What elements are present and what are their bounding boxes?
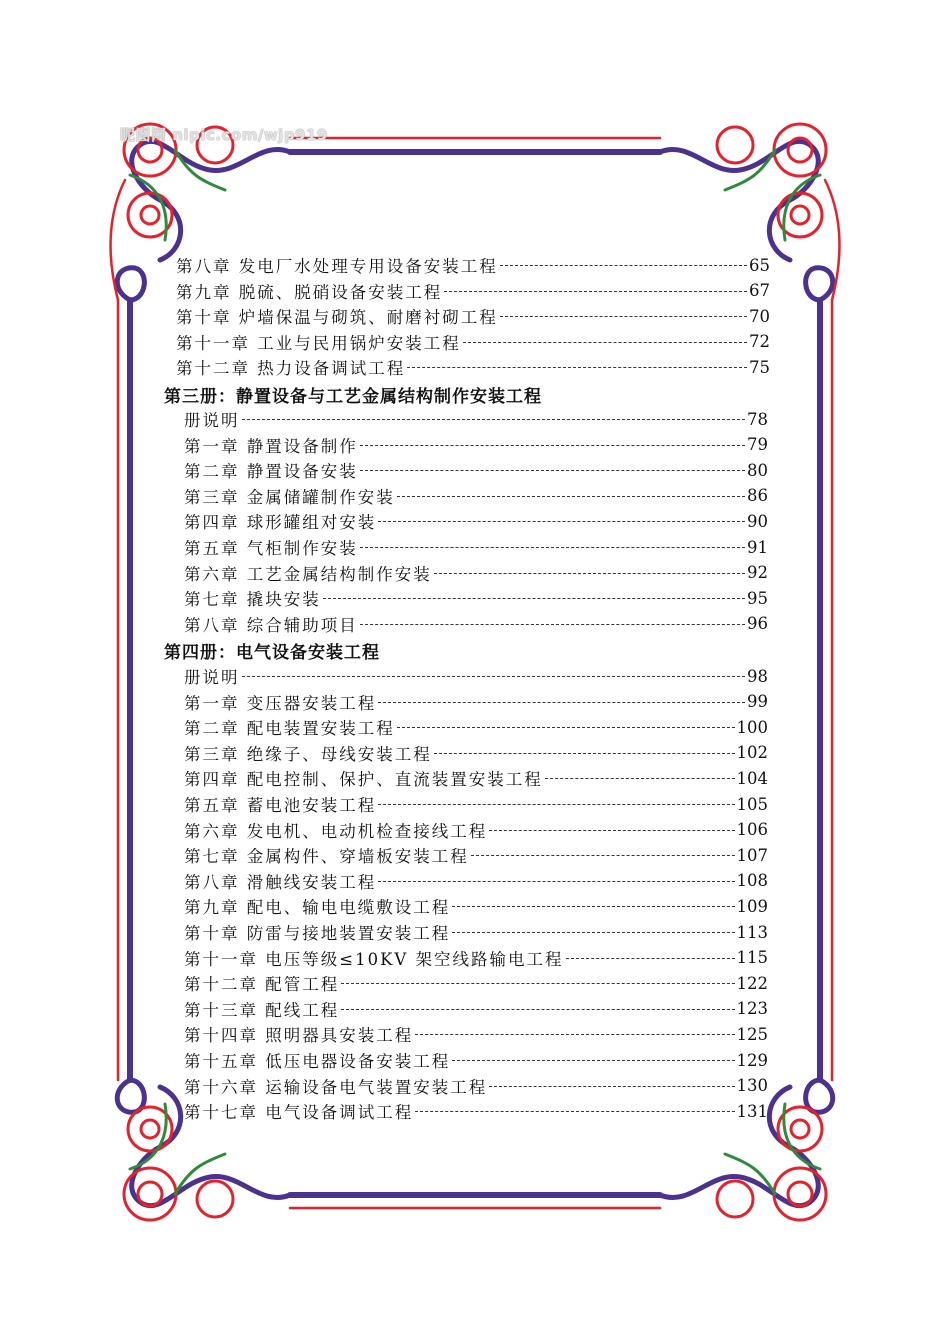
toc-entry-page-number: 130 (736, 1076, 768, 1096)
toc-entry-title: 第六章 发电机、电动机检查接线工程 (184, 821, 488, 841)
dot-leader (545, 778, 735, 780)
toc-entry-page-number: 75 (749, 357, 770, 377)
toc-entry-title: 第十章 炉墙保温与砌筑、耐磨衬砌工程 (176, 308, 498, 328)
toc-entry (184, 585, 768, 611)
toc-entry (184, 432, 768, 458)
toc-entry-page-number: 100 (736, 717, 768, 737)
dot-leader (378, 702, 745, 704)
dot-leader (500, 265, 747, 267)
toc-entry-title: 第六章 工艺金属结构制作安装 (184, 564, 432, 584)
toc-entry (184, 714, 768, 740)
toc-entry-page-number: 107 (736, 845, 768, 865)
toc-entry (184, 996, 768, 1022)
section-heading-volume-4: 第四册：电气设备安装工程 (164, 642, 380, 663)
toc-entry (184, 842, 768, 868)
toc-entry-title: 第十五章 低压电器设备安装工程 (184, 1052, 451, 1071)
toc-entry (184, 1098, 768, 1124)
toc-entry-page-number: 79 (747, 435, 768, 455)
watermark: 昵图网 nipic.com/wjp919 (120, 126, 328, 144)
toc-entry-page-number: 95 (747, 588, 768, 608)
toc-entry-title: 第十二章 配管工程 (184, 975, 340, 995)
dot-leader (407, 367, 747, 369)
toc-entry-title: 第八章 发电厂水处理专用设备安装工程 (176, 257, 498, 276)
toc-entry (184, 483, 768, 509)
toc-entry-page-number: 106 (736, 820, 768, 840)
toc-entry-title: 第十一章 电压等级≤10KV 架空线路输电工程 (184, 949, 564, 969)
section-heading-volume-3: 第三册：静置设备与工艺金属结构制作安装工程 (164, 386, 542, 407)
toc-entry-page-number: 65 (749, 255, 770, 275)
toc-entry-page-number: 109 (736, 896, 768, 916)
dot-leader (566, 958, 735, 960)
toc-entry (184, 1021, 768, 1047)
toc-entry-page-number: 80 (747, 460, 768, 480)
toc-entry-title: 第三章 金属储罐制作安装 (184, 487, 395, 507)
toc-entry-title: 第十章 防雷与接地装置安装工程 (184, 924, 451, 943)
dot-leader (397, 496, 745, 498)
toc-entry (184, 970, 768, 996)
dot-leader (452, 906, 734, 908)
dot-leader (434, 573, 745, 575)
toc-entry-title: 第八章 滑触线安装工程 (184, 872, 377, 892)
toc-entry (184, 791, 768, 817)
dot-leader (434, 753, 735, 755)
toc-entry-page-number: 91 (747, 537, 768, 557)
toc-entry (176, 303, 770, 329)
dot-leader (489, 1086, 734, 1088)
toc-entry-page-number: 104 (736, 768, 768, 788)
toc-entry (184, 868, 768, 894)
toc-entry-title: 第十二章 热力设备调试工程 (176, 359, 406, 379)
toc-entry (184, 611, 768, 637)
toc-entry-page-number: 123 (736, 999, 768, 1019)
dot-leader (360, 470, 745, 472)
toc-entry-title: 第八章 综合辅助项目 (184, 615, 358, 635)
toc-entry-page-number: 67 (749, 281, 770, 301)
toc-entry-page-number: 96 (747, 614, 768, 634)
toc-entry-page-number: 78 (747, 409, 768, 429)
toc-entry-title: 第四章 配电控制、保护、直流装置安装工程 (184, 770, 543, 790)
dot-leader (378, 804, 734, 806)
dot-leader (452, 1060, 734, 1062)
toc-entry-page-number: 72 (749, 332, 770, 352)
toc-entry (176, 329, 770, 355)
dot-leader (489, 830, 734, 832)
toc-entry (184, 893, 768, 919)
dot-leader (341, 983, 734, 985)
dot-leader (341, 1009, 734, 1011)
toc-entry-title: 第二章 配电装置安装工程 (184, 719, 395, 739)
toc-entry-title: 第五章 蓄电池安装工程 (184, 796, 377, 815)
toc-entry (184, 663, 768, 689)
toc-entry (184, 817, 768, 843)
toc-entry-title: 第十六章 运输设备电气装置安装工程 (184, 1077, 488, 1097)
dot-leader (323, 598, 745, 600)
toc-entry (184, 1073, 768, 1099)
toc-entry (184, 534, 768, 560)
toc-entry-page-number: 86 (747, 486, 768, 506)
toc-entry-page-number: 122 (736, 973, 768, 993)
toc-entry (184, 560, 768, 586)
toc-entry-page-number: 131 (736, 1101, 768, 1121)
toc-entry (176, 354, 770, 380)
toc-entry-page-number: 129 (736, 1050, 768, 1070)
dot-leader (452, 932, 734, 934)
toc-entry (184, 508, 768, 534)
toc-entry-title: 册说明 (184, 668, 240, 687)
toc-entry-title: 第三章 绝缘子、母线安装工程 (184, 744, 432, 764)
toc-entry-title: 册说明 (184, 411, 240, 430)
dot-leader (444, 291, 747, 293)
toc-entry-title: 第十三章 配线工程 (184, 1000, 340, 1020)
dot-leader (378, 521, 745, 523)
toc-entry-title: 第九章 脱硫、脱硝设备安装工程 (176, 282, 443, 302)
dot-leader (242, 676, 746, 678)
toc-entry-page-number: 92 (747, 563, 768, 583)
toc-entry (184, 945, 768, 971)
dot-leader (360, 624, 745, 626)
dot-leader (397, 727, 735, 729)
toc-entry-title: 第十七章 电气设备调试工程 (184, 1103, 414, 1123)
toc-entry-title: 第四章 球形罐组对安装 (184, 513, 377, 533)
toc-entry (184, 765, 768, 791)
toc-entry-page-number: 102 (736, 743, 768, 763)
toc-entry (184, 919, 768, 945)
dot-leader (242, 419, 746, 421)
toc-entry-title: 第一章 变压器安装工程 (184, 693, 377, 713)
toc-entry-title: 第十一章 工业与民用锅炉安装工程 (176, 333, 461, 353)
toc-entry (184, 406, 768, 432)
dot-leader (415, 1034, 734, 1036)
toc-entry-title: 第五章 气柜制作安装 (184, 539, 358, 558)
toc-entry-page-number: 113 (736, 922, 768, 942)
toc-entry (184, 1047, 768, 1073)
toc-entry-title: 第九章 配电、输电电缆敷设工程 (184, 898, 451, 918)
toc-entry (176, 252, 770, 278)
toc-entry-page-number: 105 (736, 794, 768, 814)
toc-entry-title: 第七章 撬块安装 (184, 590, 321, 610)
toc-entry-page-number: 125 (736, 1024, 768, 1044)
toc-entry-page-number: 99 (747, 692, 768, 712)
toc-entry-page-number: 90 (747, 511, 768, 531)
toc-entry-page-number: 108 (736, 871, 768, 891)
toc-entry-title: 第一章 静置设备制作 (184, 436, 358, 456)
dot-leader (360, 445, 745, 447)
toc-entry (184, 740, 768, 766)
toc-entry-page-number: 98 (747, 666, 768, 686)
toc-entry-page-number: 115 (736, 948, 768, 968)
dot-leader (463, 342, 747, 344)
dot-leader (378, 881, 734, 883)
toc-entry-page-number: 70 (749, 306, 770, 326)
toc-entry (184, 457, 768, 483)
dot-leader (471, 855, 735, 857)
toc-entry-title: 第七章 金属构件、穿墙板安装工程 (184, 847, 469, 867)
toc-entry-title: 第十四章 照明器具安装工程 (184, 1026, 414, 1046)
dot-leader (500, 316, 747, 318)
dot-leader (415, 1111, 734, 1113)
dot-leader (360, 547, 745, 549)
toc-entry (176, 278, 770, 304)
toc-entry-title: 第二章 静置设备安装 (184, 462, 358, 482)
toc-entry (184, 689, 768, 715)
